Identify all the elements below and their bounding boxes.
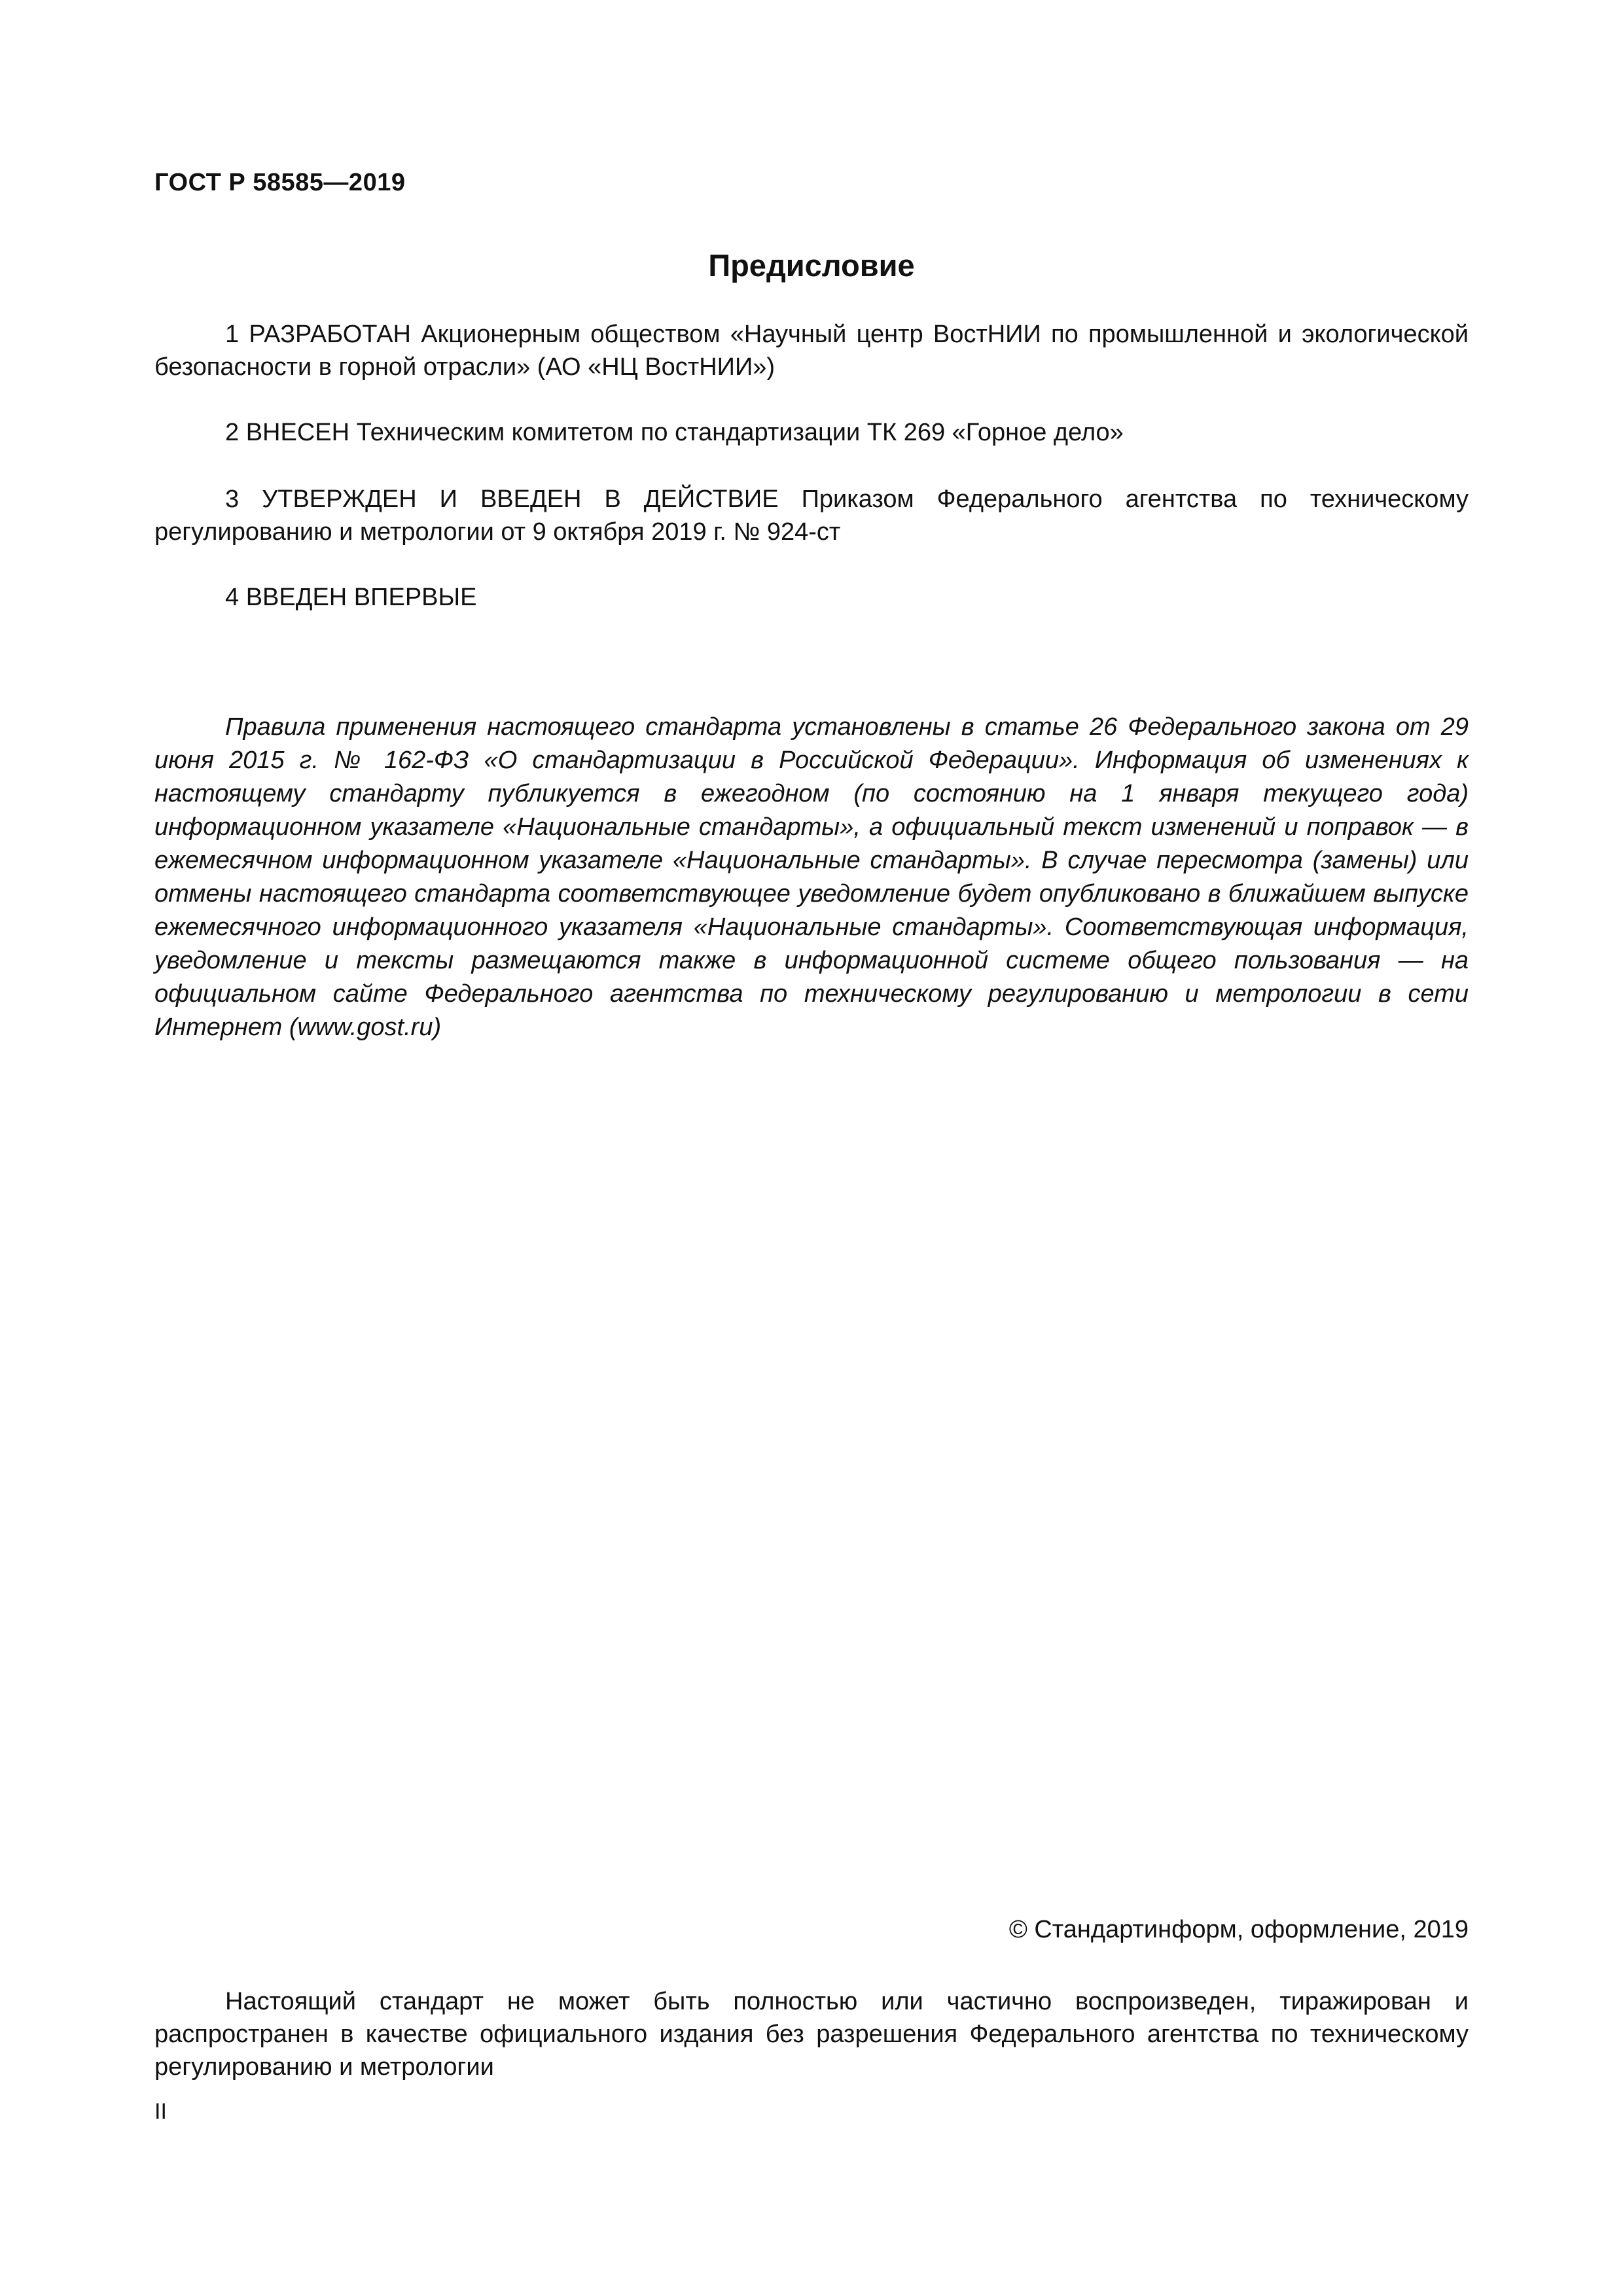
application-rules-notice: Правила применения настоящего стандарта установлены в статье 26 Федерального закона от 29 июня 2015 г. № 162-ФЗ «О стандартизации в Российской Федерации». Информация об изменениях к настоящему стандарту публикуется в ежегодном (по состоянию на 1 января текущего года) информационном указателе «Национальные стандарты», а официальный текст изменений и поправок — в ежемесячном информационном указателе «Национальные стандарты». В случае пересмотра (замены) или отмены настоящего стандарта соответствующее уведомление будет опубликовано в ближайшем выпуске ежемесячного информационного указателя «Национальные стандарты». Соответствующая информация, уведомление и тексты размещаются также в информационной системе общего пользования — на официальном сайте Федерального агентства по техническому регулированию и метрологии в сети Интернет (www.gost.ru) <box>154 713 1469 1041</box>
foreword-title: Предисловие <box>708 248 915 283</box>
document-code: ГОСТ Р 58585—2019 <box>154 169 406 196</box>
foreword-item-developed: 1 РАЗРАБОТАН Акционерным обществом «Научный центр ВостНИИ по промышленной и экологической безопасности в горной отрасли» (АО «НЦ ВостНИИ») <box>154 321 1469 381</box>
foreword-item-introduced: 2 ВНЕСЕН Техническим комитетом по стандартизации ТК 269 «Горное дело» <box>225 419 1124 446</box>
page-number: II <box>154 2099 167 2124</box>
reproduction-rights-notice: Настоящий стандарт не может быть полностью или частично воспроизведен, тиражирован и распространен в качестве официального издания без разрешения Федерального агентства по техническому регулированию и метрологии <box>154 1988 1469 2081</box>
copyright-line: © Стандартинформ, оформление, 2019 <box>1008 1916 1469 1943</box>
foreword-item-approved: 3 УТВЕРЖДЕН И ВВЕДЕН В ДЕЙСТВИЕ Приказом Федерального агентства по техническому регулированию и метрологии от 9 октября 2019 г. № 924-ст <box>154 486 1469 546</box>
foreword-item-first-time: 4 ВВЕДЕН ВПЕРВЫЕ <box>225 584 477 611</box>
